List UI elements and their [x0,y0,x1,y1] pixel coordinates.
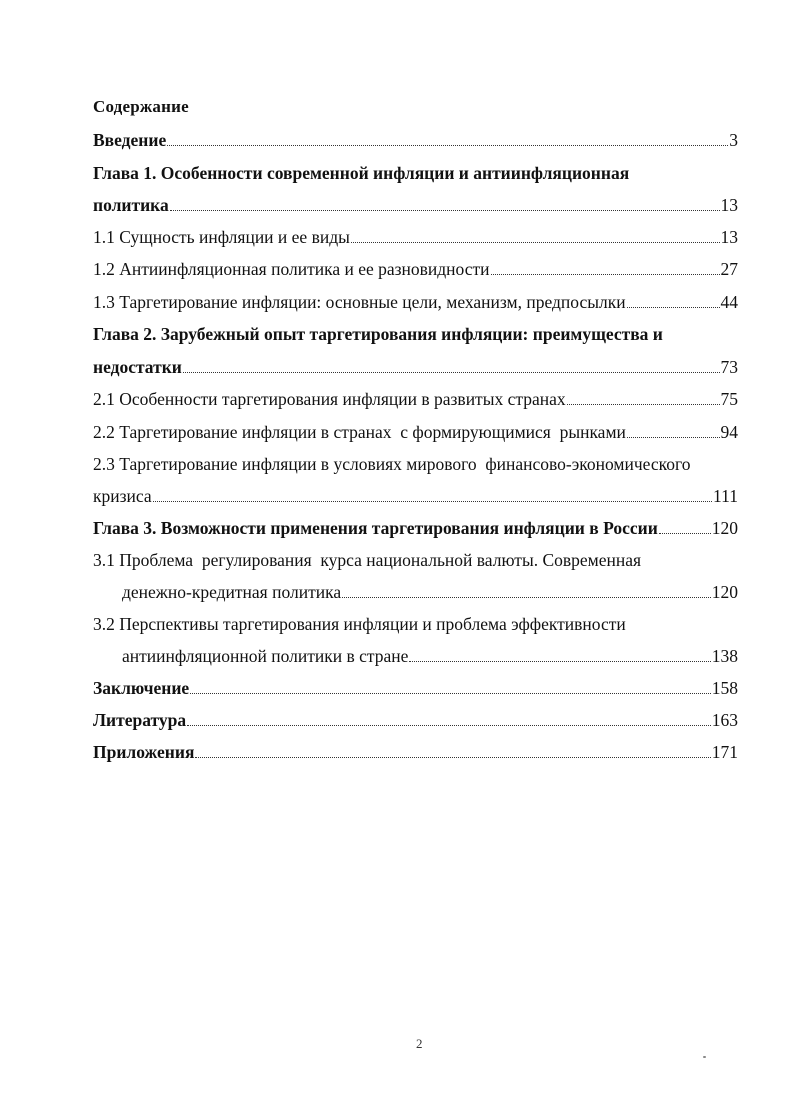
toc-entry-conclusion [93,676,738,700]
toc-entry-page: 94 [720,422,738,442]
toc-entry-page: 138 [711,646,738,666]
dot-leader [567,404,720,405]
toc-entry-page: 163 [711,710,738,730]
toc-entry-label: Глава 1. Особенности современной инфляции и антиинфляционная [93,163,630,183]
toc-entry-chapter-1 [93,193,738,217]
toc-entry-literature [93,708,738,732]
toc-entry-1-3 [93,290,738,314]
toc-entry-label: кризиса [93,486,152,506]
toc-entry-page: 13 [720,195,738,215]
toc-entry-page: 27 [720,259,738,279]
toc-entry-page: 3 [729,130,738,150]
toc-entry-label: 2.2 Таргетирование инфляции в странах с формирующимися рынками [93,422,626,442]
toc-entry-label: Приложения [93,742,195,762]
dot-leader [659,533,711,534]
toc-entry-label: политика [93,195,169,215]
dot-leader [195,757,710,758]
toc-entry-label: Глава 3. Возможности применения таргетирования инфляции в России [93,518,658,538]
toc-entry-label: 2.3 Таргетирование инфляции в условиях мирового финансово-экономического [93,454,691,474]
toc-entry-label: Заключение [93,678,190,698]
toc-entry-3-2-heading [93,612,738,636]
toc-entry-3-1 [122,580,738,604]
dot-leader [170,210,720,211]
dot-leader [342,597,711,598]
toc-entry-label: Глава 2. Зарубежный опыт таргетирования инфляции: преимущества и [93,324,663,344]
dot-leader [627,307,720,308]
toc-entry-page: 120 [711,582,738,602]
toc-entry-label: Литература [93,710,187,730]
toc-entry-label: Введение [93,130,167,150]
toc-entry-label: 1.1 Сущность инфляции и ее виды [93,227,350,247]
toc-entry-page: 73 [720,357,738,377]
toc-entry-page: 158 [711,678,738,698]
toc-entry-2-1 [93,387,738,411]
toc-entry-page: 111 [713,486,738,506]
toc-entry-label: 3.1 Проблема регулирования курса национальной валюты. Современная [93,550,642,570]
toc-entry-label: недостатки [93,357,182,377]
toc-entry-label: 2.1 Особенности таргетирования инфляции в развитых странах [93,389,566,409]
toc-entry-label: 1.2 Антиинфляционная политика и ее разновидности [93,259,490,279]
toc-entry-2-3 [93,484,738,508]
toc-entry-3-1-heading [93,548,738,572]
toc-entry-label: 1.3 Таргетирование инфляции: основные цели, механизм, предпосылки [93,292,626,312]
toc-entry-label: 3.2 Перспективы таргетирования инфляции и проблема эффективности [93,614,626,634]
dot-leader [351,242,720,243]
toc-entry-label: денежно-кредитная политика [122,582,342,602]
scan-artifact [703,1056,706,1058]
dot-leader [183,372,720,373]
dot-leader [491,274,720,275]
dot-leader [190,693,711,694]
toc-entry-2-2 [93,420,738,444]
toc-entry-chapter-3 [93,516,738,540]
toc-entry-2-3-heading [93,452,738,476]
toc-entry-page: 120 [711,518,738,538]
toc-entry-3-2 [122,644,738,668]
dot-leader [167,145,728,146]
dot-leader [627,437,720,438]
dot-leader [409,661,710,662]
toc-entry-page: 171 [711,742,738,762]
dot-leader [187,725,711,726]
toc-entry-appendix [93,740,738,764]
toc-chapter-2-heading [93,322,738,346]
toc-entry-page: 44 [720,292,738,312]
toc-entry-chapter-2 [93,355,738,379]
toc-entry-1-2 [93,257,738,281]
toc-entry-1-1 [93,225,738,249]
page-number: 2 [416,1036,423,1051]
toc-title: Содержание [93,97,189,116]
dot-leader [153,501,712,502]
toc-entry-page: 13 [720,227,738,247]
toc-entry-page: 75 [720,389,738,409]
toc-entry-intro [93,128,738,152]
toc-chapter-1-heading [93,161,738,185]
toc-entry-label: антиинфляционной политики в стране [122,646,409,666]
